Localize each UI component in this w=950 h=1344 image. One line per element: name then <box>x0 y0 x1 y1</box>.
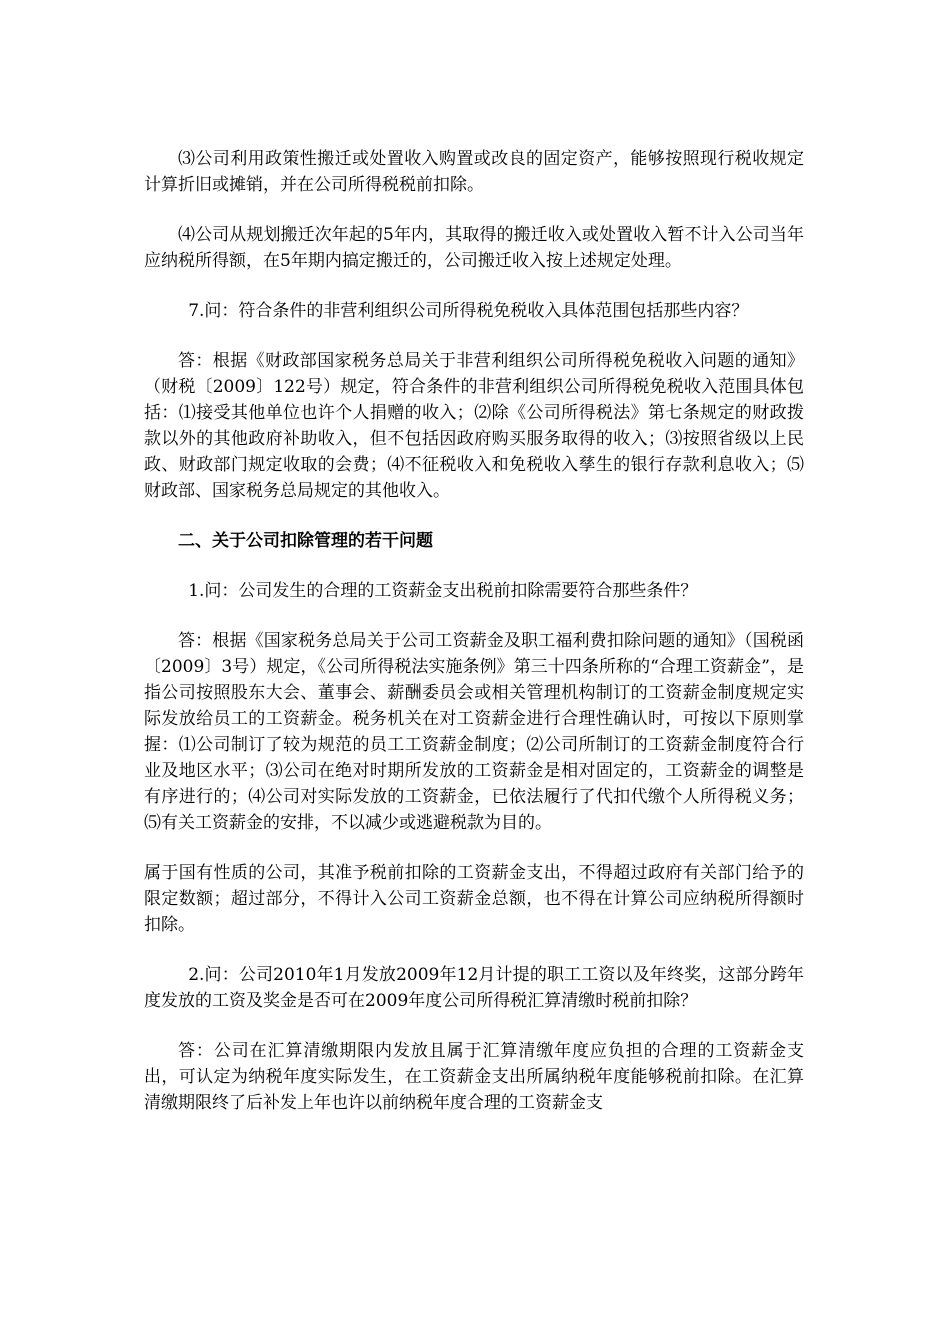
answer-7: 答：根据《财政部国家税务总局关于非营利组织公司所得税免税收入问题的通知》（财税〔2009〕122号）规定，符合条件的非营利组织公司所得税免税收入范围具体包括：⑴接受其他单位也许个人捐赠的收入；⑵除《公司所得税法》第七条规定的财政拨款以外的其他政府补助收入，但不包括因政府购买服务取得的收入；⑶按照省级以上民政、财政部门规定收取的会费；⑷不征税收入和免税收入孳生的银行存款利息收入；⑸财政部、国家税务总局规定的其他收入。 <box>144 351 804 501</box>
section-heading-deduction: 二、关于公司扣除管理的若干问题 <box>178 531 433 551</box>
answer-1: 答：根据《国家税务总局关于公司工资薪金及职工福利费扣除问题的通知》（国税函〔2009〕3号）规定，《公司所得税法实施条例》第三十四条所称的“合理工资薪金”，是指公司按照股东大会、董事会、薪酬委员会或相关管理机构制订的工资薪金制度规定实际发放给员工的工资薪金。税务机关在对工资薪金进行合理性确认时，可按以下原则掌握：⑴公司制订了较为规范的员工工资薪金制度；⑵公司所制订的工资薪金制度符合行业及地区水平；⑶公司在绝对时期所发放的工资薪金是相对固定的，工资薪金的调整是有序进行的；⑷公司对实际发放的工资薪金，已依法履行了代扣代缴个人所得税义务；⑸有关工资薪金的安排，不以减少或逃避税款为目的。 <box>144 631 804 833</box>
document-body <box>144 146 804 1140</box>
paragraph-relocation-assets: ⑶公司利用政策性搬迁或处置收入购置或改良的固定资产，能够按照现行税收规定计算折旧或摊销，并在公司所得税税前扣除。 <box>144 149 804 195</box>
answer-1-state-owned: 属于国有性质的公司，其准予税前扣除的工资薪金支出，不得超过政府有关部门给予的限定数额；超过部分，不得计入公司工资薪金总额，也不得在计算公司应纳税所得额时扣除。 <box>144 863 804 935</box>
answer-2: 答：公司在汇算清缴期限内发放且属于汇算清缴年度应负担的合理的工资薪金支出，可认定为纳税年度实际发生，在工资薪金支出所属纳税年度能够税前扣除。在汇算清缴期限终了后补发上年也许以前纳税年度合理的工资薪金支 <box>144 1041 804 1113</box>
question-1: 1.问：公司发生的合理的工资薪金支出税前扣除需要符合那些条件？ <box>188 581 698 601</box>
question-2: 2.问：公司2010年1月发放2009年12月计提的职工工资以及年终奖，这部分跨年度发放的工资及奖金是否可在2009年度公司所得税汇算清缴时税前扣除？ <box>144 965 804 1011</box>
paragraph-relocation-income: ⑷公司从规划搬迁次年起的5年内，其取得的搬迁收入或处置收入暂不计入公司当年应纳税所得额，在5年期内搞定搬迁的，公司搬迁收入按上述规定处理。 <box>144 225 804 271</box>
question-7: 7.问：符合条件的非营利组织公司所得税免税收入具体范围包括那些内容？ <box>188 301 749 321</box>
